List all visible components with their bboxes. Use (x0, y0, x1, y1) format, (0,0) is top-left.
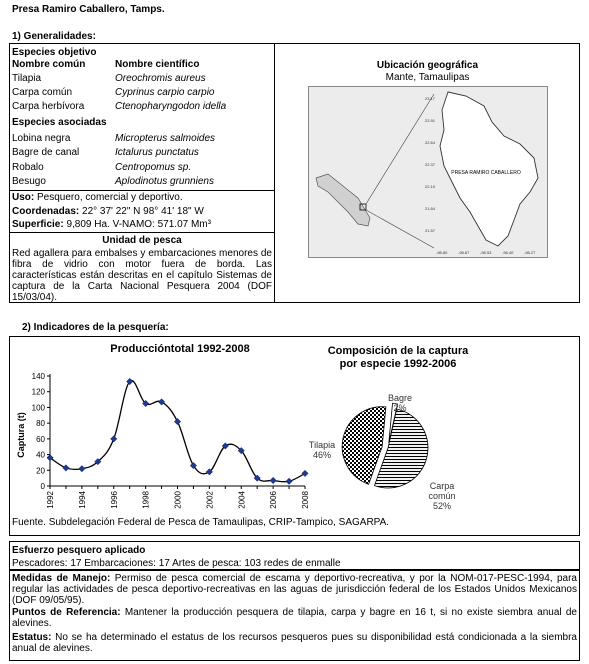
y-tick-label: 140 (31, 372, 45, 381)
pie-pct-tilapia: 46% (312, 450, 332, 460)
surface-value: 9,809 Ha. V-NAMO: 571.07 Mm³ (63, 219, 211, 230)
svg-text:-98.80: -98.80 (436, 250, 448, 255)
x-tick-label: 2008 (301, 491, 310, 509)
coords-value: 22° 37' 22" N 98° 41' 18" W (79, 206, 204, 217)
y-tick-label: 60 (36, 434, 45, 444)
measures-text: Permiso de pesca comercial de escama y deportivo-recreativa, y por la NOM-017-PESC-1994, para regular las actividades de pesca deportivo-recreativas en las aguas de jurisdicción federal de los Estados Unidos Mexicanos (DOF 09/05/95). (12, 573, 577, 606)
status-paragraph (12, 632, 577, 654)
svg-text:22.37: 22.37 (425, 162, 436, 167)
svg-text:21.57: 21.57 (425, 228, 436, 233)
pie-chart-title-1: Composición de la captura (327, 345, 469, 357)
svg-text:23.17: 23.17 (425, 96, 436, 101)
page-title: Presa Ramiro Caballero, Tamps. (12, 4, 165, 15)
map-reservoir-label: PRESA RAMIRO CABALLERO (451, 170, 521, 176)
species-divider (9, 190, 275, 191)
section1-heading: 1) Generalidades: (12, 31, 96, 42)
x-tick-label: 1996 (109, 491, 119, 509)
use-line (12, 192, 183, 204)
x-tick-label: 2006 (269, 491, 279, 509)
map-heading: Ubicación geográfica (376, 60, 479, 71)
species-scientific: Aplodinotus grunniens (115, 176, 214, 187)
species-scientific: Cyprinus carpio carpio (115, 87, 215, 98)
data-point (174, 418, 180, 424)
species-scientific: Micropterus salmoides (115, 133, 216, 144)
surface-label: Superficie: (12, 219, 64, 230)
species-pie-chart (300, 380, 500, 515)
line-chart-xticks (46, 486, 310, 509)
coords-label: Coordenadas: (12, 206, 80, 217)
species-common: Lobina negra (12, 133, 71, 144)
line-chart-ylabel: Captura (t) (16, 412, 26, 458)
associated-species-heading: Especies asociadas (12, 117, 107, 128)
species-common: Carpa herbívora (12, 101, 85, 112)
svg-text:22.64: 22.64 (425, 140, 436, 145)
species-common: Tilapia (12, 73, 42, 84)
map-subheading: Mante, Tamaulipas (385, 72, 470, 83)
line-chart-points (47, 378, 308, 484)
species-scientific: Ictalurus punctatus (115, 147, 199, 158)
species-common: Carpa común (12, 87, 73, 98)
measures-label: Medidas de Manejo: (12, 573, 111, 584)
line-chart-axes (50, 374, 305, 486)
species-common: Bagre de canal (12, 147, 80, 158)
x-tick-label: 1994 (77, 491, 87, 509)
reference-label: Puntos de Referencia: (12, 607, 121, 618)
location-map (308, 86, 548, 258)
data-point (126, 378, 132, 384)
unit-divider (9, 232, 275, 233)
pie-label-carpa-2: común (428, 491, 456, 501)
svg-text:-98.40: -98.40 (502, 250, 514, 255)
y-tick-label: 40 (36, 450, 45, 460)
status-label: Estatus: (12, 632, 52, 643)
coords-line (12, 206, 204, 218)
production-line-chart (10, 339, 310, 514)
data-point (63, 465, 69, 471)
data-point (270, 477, 276, 483)
species-scientific: Centropomus sp. (115, 162, 192, 173)
y-tick-label: 100 (31, 403, 45, 413)
section2-heading: 2) Indicadores de la pesquería: (22, 322, 169, 333)
y-tick-label: 0 (40, 482, 45, 491)
svg-text:21.84: 21.84 (425, 206, 436, 211)
measures-paragraph (12, 573, 577, 606)
data-point (111, 436, 117, 442)
pie-chart-title-2: por especie 1992-2006 (339, 358, 457, 370)
pie-pct-carpa: 52% (432, 501, 452, 511)
svg-text:-98.67: -98.67 (458, 250, 470, 255)
line-chart-title: Produccióntotal 1992-2008 (110, 343, 250, 355)
col-scientific-header: Nombre científico (115, 59, 200, 70)
pie-label-bagre: Bagre (387, 393, 413, 403)
data-point (286, 478, 292, 484)
x-tick-label: 1998 (141, 491, 151, 509)
species-scientific: Ctenopharyngodon idella (115, 101, 227, 112)
x-tick-label: 1992 (46, 491, 55, 509)
x-tick-label: 2004 (237, 491, 247, 509)
y-tick-label: 80 (36, 419, 45, 429)
svg-text:22.10: 22.10 (425, 184, 436, 189)
y-tick-label: 20 (36, 466, 45, 476)
svg-text:-98.53: -98.53 (480, 250, 492, 255)
fishing-unit-heading: Unidad de pesca (102, 235, 182, 246)
data-point (79, 466, 85, 472)
y-tick-label: 120 (31, 387, 45, 397)
col-common-header: Nombre común (12, 59, 86, 70)
surface-line (12, 219, 211, 231)
status-text: No se ha determinado el estatus de los recursos pesqueros pues su disponibilidad está condicionada a la siembra anual de alevines. (12, 632, 577, 654)
svg-text:-98.27: -98.27 (524, 250, 536, 255)
species-common: Besugo (12, 176, 46, 187)
pie-pct-bagre: 2% (393, 403, 407, 413)
effort-heading: Esfuerzo pesquero aplicado (12, 545, 146, 556)
reference-text: Mantener la producción pesquera de tilapia, carpa y bagre en 16 t, si no existe siembra anual de alevines. (12, 607, 577, 629)
species-scientific: Oreochromis aureus (115, 73, 206, 84)
fishing-unit-text: Red agallera para embalses y embarcaciones menores de fibra de vidrio con motor fuera de borda. Las características están descritas en el capítulo Sistemas de captura de la Carta Nacional Pesquera 2004 (DOF 15/03/04). (12, 248, 272, 303)
use-label: Uso: (12, 192, 35, 203)
use-value: Pesquero, comercial y deportivo. (34, 192, 183, 203)
pie-label-carpa-1: Carpa (429, 481, 455, 491)
source-note: Fuente. Subdelegación Federal de Pesca de Tamaulipas, CRIP-Tampico, SAGARPA. (12, 517, 390, 528)
reference-paragraph (12, 607, 577, 629)
x-tick-label: 2002 (205, 491, 215, 509)
effort-text: Pescadores: 17 Embarcaciones: 17 Artes de pesca: 103 redes de enmalle (12, 558, 341, 569)
svg-text:22.91: 22.91 (425, 118, 436, 123)
species-common: Robalo (12, 162, 44, 173)
pie-label-tilapia: Tilapia (308, 440, 336, 450)
target-species-heading: Especies objetivo (12, 47, 97, 58)
line-chart-series (50, 380, 305, 481)
x-tick-label: 2000 (173, 491, 183, 509)
line-chart-yticks (32, 372, 50, 491)
